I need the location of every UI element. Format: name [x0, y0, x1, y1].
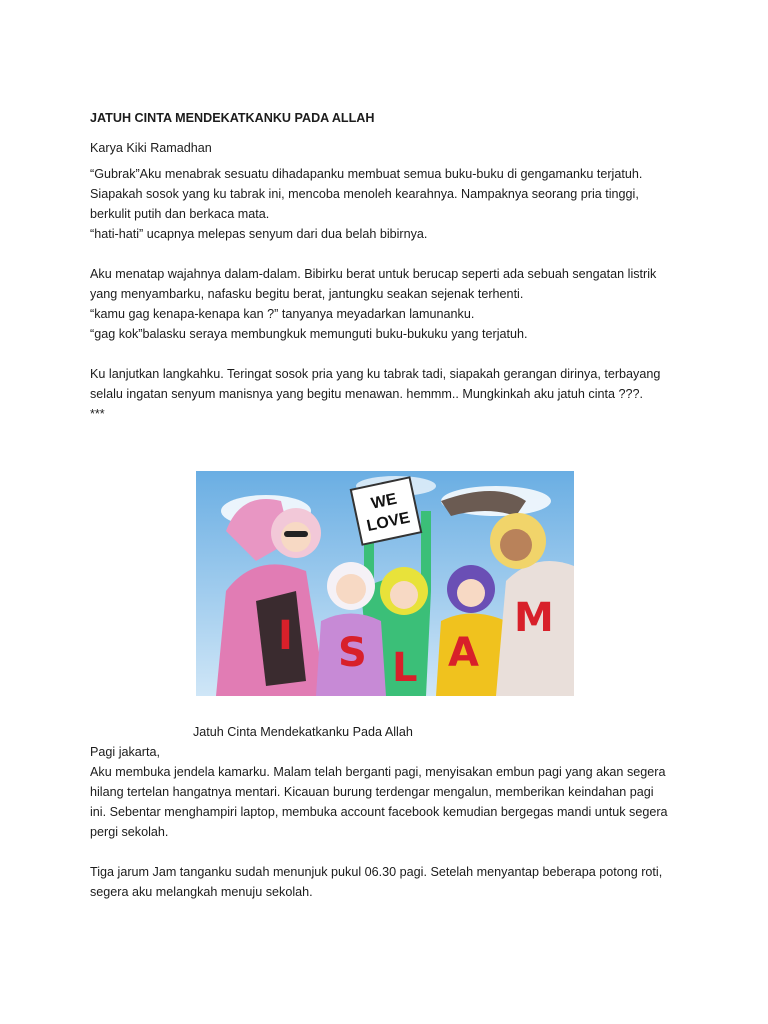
paragraph-line: Tiga jarum Jam tanganku sudah menunjuk pukul 06.30 pagi. Setelah menyantap beberapa potong roti,	[90, 865, 663, 879]
paragraph-line: selalu ingatan senyum manisnya yang begitu menawan. hemmm.. Mungkinkah aku jatuh cinta ???.	[90, 387, 644, 401]
islam-letter: M	[514, 595, 554, 641]
section-separator: ***	[90, 407, 105, 421]
paragraph-3	[90, 364, 690, 424]
glasses-icon	[284, 531, 308, 537]
figure-girl-center-face	[390, 581, 418, 609]
we-love-sign	[351, 477, 421, 544]
figure-caption: Jatuh Cinta Mendekatkanku Pada Allah	[193, 724, 413, 739]
paragraph-line: yang menyambarku, nafasku begitu berat, jantungku seakan sejenak terhenti.	[90, 287, 524, 301]
paragraph-line: segera aku melangkah menuju sekolah.	[90, 885, 313, 899]
figure-girl-front-face	[336, 574, 366, 604]
paragraph-1	[90, 164, 690, 244]
paragraph-line: “kamu gag kenapa-kenapa kan ?” tanyanya meyadarkan lamunanku.	[90, 307, 475, 321]
islam-letter: L	[392, 645, 418, 691]
document-title: JATUH CINTA MENDEKATKANKU PADA ALLAH	[90, 110, 375, 125]
figure-girl-far-right-face	[500, 529, 532, 561]
paragraph-line: Pagi jakarta,	[90, 745, 161, 759]
paragraph-line: “hati-hati” ucapnya melepas senyum dari dua belah bibirnya.	[90, 227, 428, 241]
illustration-figure	[196, 471, 574, 696]
paragraph-line: “Gubrak”Aku menabrak sesuatu dihadapanku membuat semua buku-buku di gengamanku terjatuh.	[90, 167, 643, 181]
paragraph-line: berkulit putih dan berkaca mata.	[90, 207, 270, 221]
paragraph-line: pergi sekolah.	[90, 825, 169, 839]
islam-letter: S	[338, 630, 367, 676]
islam-letter: I	[278, 613, 293, 659]
paragraph-4	[90, 742, 690, 842]
sign-text: WE	[369, 490, 399, 513]
paragraph-2	[90, 264, 690, 344]
paragraph-line: Aku membuka jendela kamarku. Malam telah berganti pagi, menyisakan embun pagi yang akan segera	[90, 765, 666, 779]
paragraph-line: “gag kok”balasku seraya membungkuk memunguti buku-bukuku yang terjatuh.	[90, 327, 528, 341]
paragraph-line: ini. Sebentar menghampiri laptop, membuka account facebook kemudian bergegas mandi untuk segera	[90, 805, 668, 819]
paragraph-line: Ku lanjutkan langkahku. Teringat sosok pria yang ku tabrak tadi, siapakah gerangan dirinya, terbayang	[90, 367, 661, 381]
islam-letter: A	[448, 630, 479, 676]
paragraph-line: Aku menatap wajahnya dalam-dalam. Bibirku berat untuk berucap seperti ada sebuah sengatan listrik	[90, 267, 657, 281]
illustration-image	[196, 471, 574, 696]
sign-text: LOVE	[365, 509, 412, 536]
author-line: Karya Kiki Ramadhan	[90, 140, 212, 155]
paragraph-line: Siapakah sosok yang ku tabrak ini, mencoba menoleh kearahnya. Nampaknya seorang pria tinggi,	[90, 187, 639, 201]
paragraph-line: hilang tertelan hangatnya mentari. Kicauan burung terdengar mengalun, memberikan keindahan pagi	[90, 785, 654, 799]
figure-girl-right-face	[457, 579, 485, 607]
paragraph-5	[90, 862, 690, 902]
